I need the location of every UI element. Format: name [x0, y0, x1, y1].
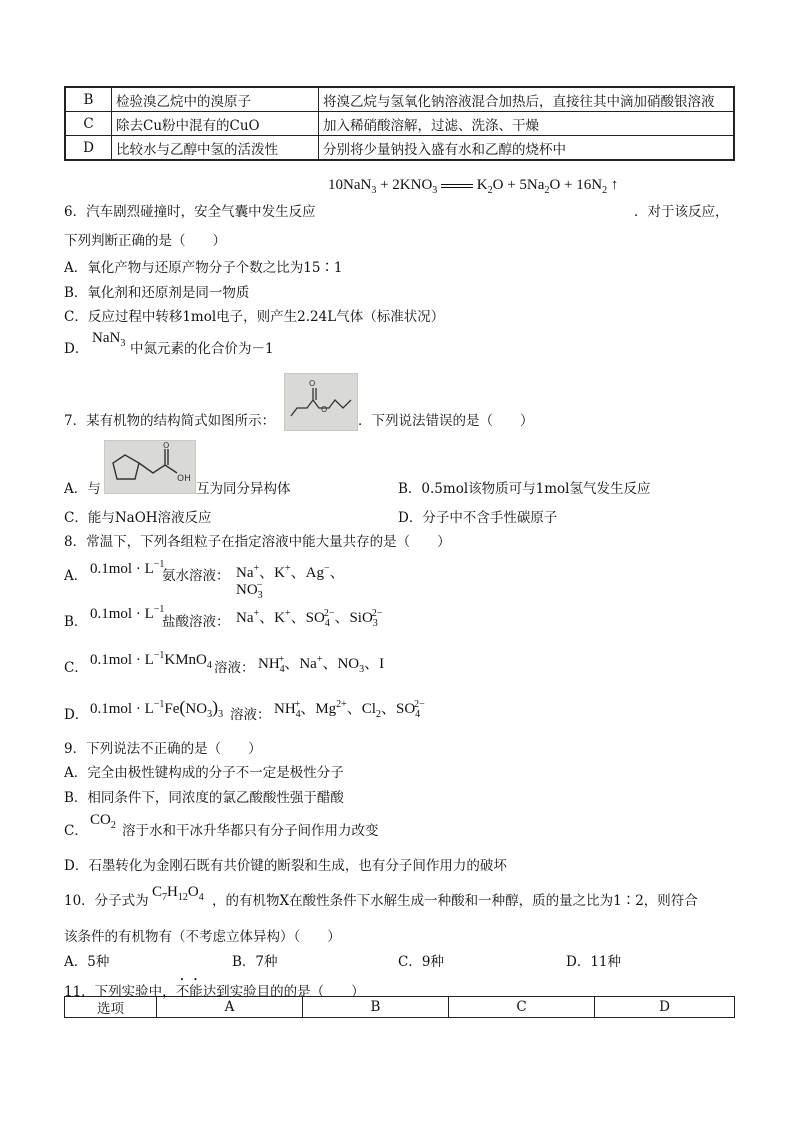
table-cell: D	[65, 136, 112, 161]
emphasis-text: 不能	[175, 984, 203, 1000]
svg-text:O: O	[163, 441, 170, 450]
table-cell: 将溴乙烷与氢氧化钠溶液混合加热后，直接往其中滴加硝酸银溶液	[319, 87, 735, 112]
question-10-option-a: A．5种	[64, 954, 110, 970]
svg-text:O: O	[321, 405, 328, 414]
question-10-prompt: 该条件的有机物有（不考虑立体异构）（ ）	[64, 929, 341, 945]
question-6-stem-end: ．对于该反应，	[634, 204, 729, 220]
question-8-option-b-text: 盐酸溶液：	[162, 614, 230, 630]
cyclopentylacetic-acid-image	[104, 440, 196, 494]
question-11-stem: 11．下列实验中，不能达到实验目的的是（ ）	[64, 984, 365, 1000]
table-header-cell: C	[449, 997, 595, 1018]
svg-text:O: O	[309, 379, 316, 388]
question-8-option-b-label: B．	[64, 614, 88, 630]
question-10-stem: 10．分子式为	[64, 893, 149, 909]
question-7-option-a: 互为同分异构体	[196, 481, 291, 497]
formula-c7h12o4: $C_7H_{12}O_4$	[152, 884, 204, 903]
question-9-option-c-label: C．	[64, 823, 88, 839]
question-9-option-a: A．完全由极性键构成的分子不一定是极性分子	[64, 765, 344, 781]
question-8-stem: 8．常温下，下列各组粒子在指定溶液中能大量共存的是（ ）	[64, 534, 451, 550]
question-6-option-a: A．氧化产物与还原产物分子个数之比为15∶1	[64, 260, 343, 276]
formula-a-conc: $0.1mol \cdot L^{-1}$	[90, 559, 165, 577]
question-9-option-d: D．石墨转化为金刚石既有共价键的断裂和生成，也有分子间作用力的破坏	[64, 858, 507, 874]
formula-d-ions: $NH_4^+$、$Mg^{2+}$、$Cl_2$、$SO_4^{2-}$	[274, 699, 425, 720]
question-7-option-b: B．0.5mol该物质可与1mol氢气发生反应	[398, 481, 651, 497]
question-7-stem: 7．某有机物的结构简式如图所示：	[64, 413, 276, 429]
question-10-stem-cont: ，的有机物X在酸性条件下水解生成一种酸和一种醇，质的量之比为1∶2，则符合	[212, 893, 698, 909]
question-8-option-a-text: 氨水溶液：	[162, 568, 230, 584]
question-7-stem-end: ．下列说法错误的是（ ）	[358, 413, 534, 429]
question-8-option-c-label: C．	[64, 660, 88, 676]
formula-c-conc: $0.1mol \cdot L^{-1}KMnO_4$	[90, 650, 212, 671]
question-8-option-c-text: 溶液：	[214, 660, 255, 676]
question-10-option-b: B．7种	[232, 954, 278, 970]
experiment-table-top	[64, 86, 735, 161]
question-6-option-b: B．氧化剂和还原剂是同一物质	[64, 285, 250, 301]
question-6-prompt: 下列判断正确的是（ ）	[64, 233, 226, 249]
table-cell: 加入稀硝酸溶解，过滤、洗涤、干燥	[319, 112, 735, 136]
question-7-option-a-label: A．与	[64, 481, 101, 497]
formula-b-ions: Na+、K+、$SO_4^{2-}$、SiO$_3^{2-}$	[236, 608, 383, 629]
question-8-option-d-text: 溶液：	[230, 707, 271, 723]
table-row	[65, 87, 734, 112]
question-7-option-d: D．分子中不含手性碳原子	[398, 510, 558, 526]
table-row	[65, 136, 734, 161]
table-header-row	[65, 997, 735, 1018]
table-header-cell: A	[157, 997, 303, 1018]
formula-d-conc: $0.1mol \cdot L^{-1}Fe(NO_3)_3$	[90, 697, 224, 720]
formula-c-ions: $NH_4^+$、Na+、$NO_3$、I	[258, 654, 385, 675]
table-header-cell: B	[303, 997, 449, 1018]
question-10-option-d: D．11种	[566, 954, 622, 970]
svg-text:OH: OH	[177, 474, 191, 484]
formula-b-conc: $0.1mol \cdot L^{-1}$	[90, 604, 165, 622]
question-7-option-c: C．能与NaOH溶液反应	[64, 510, 212, 526]
question-6-stem: 6．汽车剧烈碰撞时，安全气囊中发生反应	[64, 204, 316, 220]
question-9-stem: 9．下列说法不正确的是（ ）	[64, 741, 262, 757]
ester-structure-image	[284, 373, 358, 431]
table-cell: 除去Cu粉中混有的CuO	[112, 112, 319, 136]
question-6-option-c: C．反应过程中转移1mol电子，则产生2.24L气体（标准状况）	[64, 309, 445, 325]
question-8-option-a-label: A．	[64, 568, 88, 584]
reaction-equation: $10NaN_3 + 2KNO_3$ $K_2O + 5Na_2O + 16N_2$ ↑	[328, 177, 619, 196]
table-row	[65, 112, 734, 136]
question-6-option-d-label: D．	[64, 341, 89, 357]
formula-a-ions: Na+、K+、Ag−、$NO_3^-$	[236, 563, 345, 601]
table-header-cell: D	[595, 997, 735, 1018]
question-10-option-c: C．9种	[398, 954, 444, 970]
table-cell: 分别将少量钠投入盛有水和乙醇的烧杯中	[319, 136, 735, 161]
table-header-cell: 选项	[65, 997, 157, 1018]
question-9-option-c: 溶于水和干冰升华都只有分子间作用力改变	[122, 823, 379, 839]
experiment-table-bottom	[64, 996, 735, 1018]
table-cell: C	[65, 112, 112, 136]
question-9-option-b: B．相同条件下，同浓度的氯乙酸酸性强于醋酸	[64, 790, 344, 806]
question-8-option-d-label: D．	[64, 707, 89, 723]
formula-co2: $CO_2$	[90, 812, 116, 831]
formula-nan3: NaN$_3$	[92, 330, 126, 349]
table-cell: 检验溴乙烷中的溴原子	[112, 87, 319, 112]
table-cell: 比较水与乙醇中氢的活泼性	[112, 136, 319, 161]
question-6-option-d: 中氮元素的化合价为－1	[130, 341, 274, 357]
table-cell: B	[65, 87, 112, 112]
